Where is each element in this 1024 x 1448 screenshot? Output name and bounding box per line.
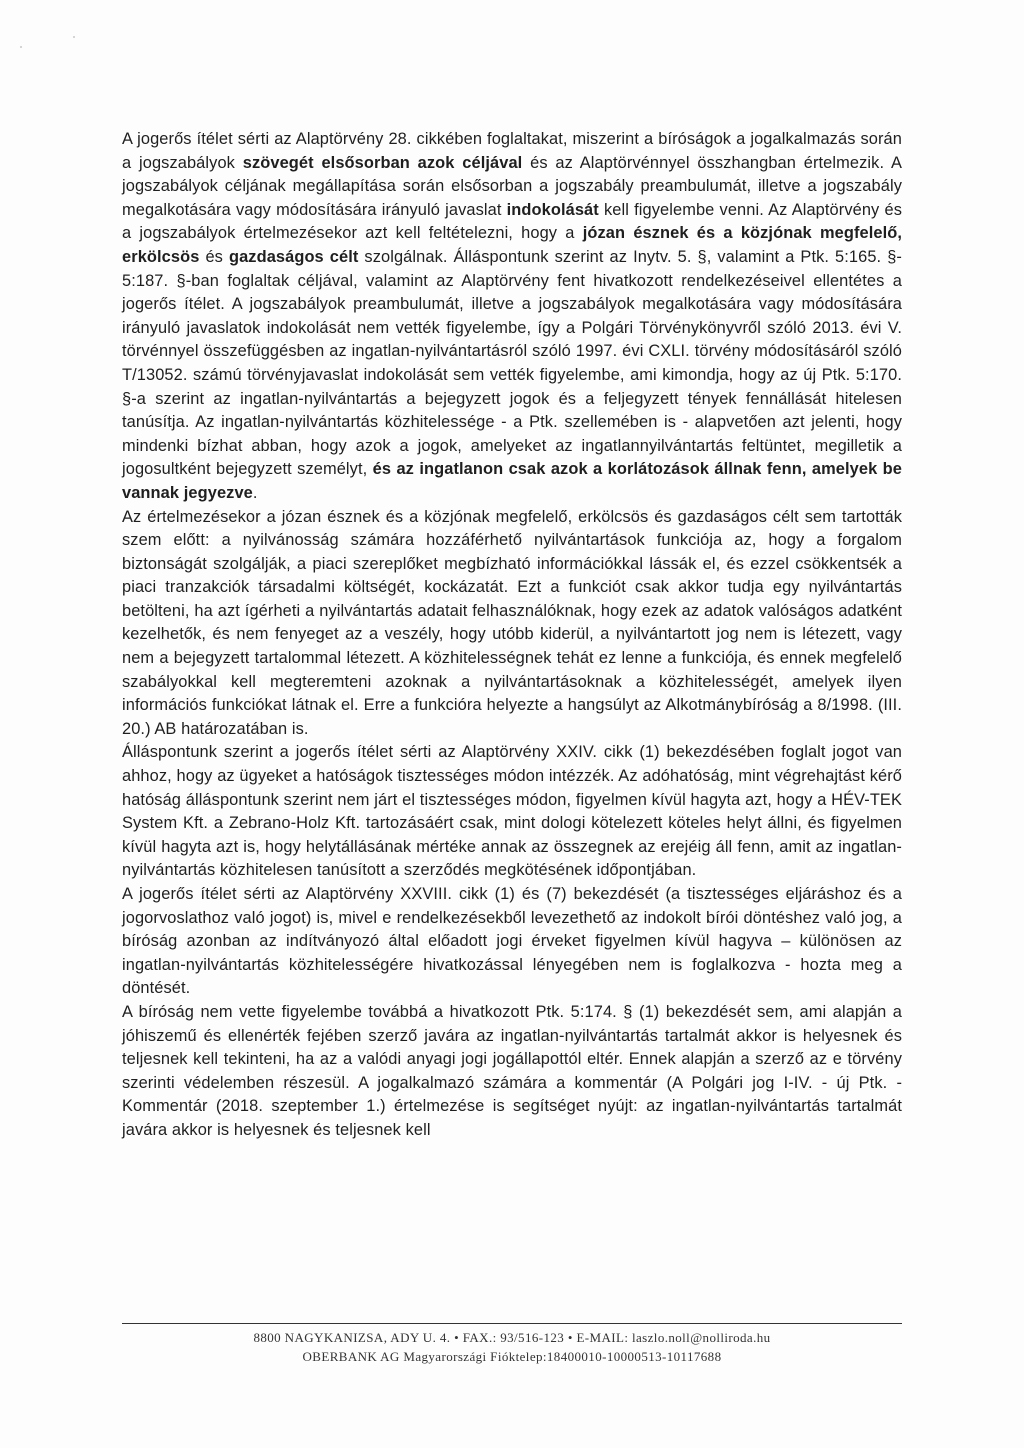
text-run: és — [199, 247, 229, 266]
text-run: Az értelmezésekor a józan észnek és a közjónak megfelelő, erkölcsös és gazdaságos célt sem tartották szem előtt: a nyilvánosság számára hozzáférhető nyilvántartások funkciója az, hogy a forgalom biztonságát szolgálják, a piaci szereplőket megbízható információkkal lássák el, és ezzel csökkentsék a piaci tranzakciók társadalmi költségét, kockázatát. Ezt a funkciót csak akkor tudja egy nyilvántartás betölteni, ha azt ígérheti a nyilvántartás adatait felhasználóknak, hogy ezek az adatok valóságos adatként kezelhetők, és nem fenyeget az a veszély, hogy utóbb kiderül, a nyilvántartott jog nem is létezett, vagy nem a bejegyzett tartalommal létezett. A közhitelességnek tehát ez lenne a funkciója, és ennek megfelelő szabályokkal kell megteremteni azoknak a nyilvántartásoknak a közhitelességét, amelyek ilyen információs funkciókat látnak el. Erre a funkcióra helyezte a hangsúlyt az Alkotmánybíróság a 8/1998. (III. 20.) AB határozatában is. — [122, 507, 902, 738]
text-run: A jogerős ítélet sérti az Alaptörvény 28. cikkében foglaltakat, miszerint a bíróságok a jogalkalmazás során a jogszabályok — [122, 130, 902, 172]
footer-address-line: 8800 NAGYKANIZSA, ADY U. 4. • FAX.: 93/516-123 • E-MAIL: laszlo.noll@nolliroda.hu — [253, 1330, 771, 1345]
paragraph — [122, 1001, 902, 1143]
text-run: és az Alaptörvénnyel összhangban értelmezik. A jogszabályok céljának megállapítása során elsősorban a jogszabály preambulumát, illetve a jogszabály megalkotására vagy módosítására irányuló javaslat — [122, 153, 902, 219]
bold-text-run: és az ingatlanon csak azok a korlátozások állnak fenn, amelyek be vannak jegyezve — [122, 460, 903, 502]
text-run: Álláspontunk szerint a jogerős ítélet sérti az Alaptörvény XXIV. cikk (1) bekezdésében foglalt jogot van ahhoz, hogy az ügyeket a hatóságok tisztességes módon intézzék. Az adóhatóság, mint végrehajtást kérő hatóság álláspontunk szerint nem járt el tisztességes módon, figyelmen kívül hagyta azt, hogy a HÉV-TEK System Kft. a Zebrano-Holz Kft. tartozásáért csak, mint dologi kötelezett köteles helyt állni, és figyelmen kívül hagyta azt is, hogy helytállásának mértéke annak az összegnek az erejéig áll fenn, amit az ingatlan-nyilvántartás közhitelesen tanúsított a szerződés megkötésének időpontjában. — [122, 743, 902, 880]
text-run: szolgálnak. Álláspontunk szerint az Inytv. 5. §, valamint a Ptk. 5:165. §- 5:187. §-ban foglaltak céljával, valamint az Alaptörvény fent hivatkozott rendelkezéseivel ellentétes a jogerős ítélet. A jogszabályok preambulumát, illetve a jogszabályok megalkotására vagy módosítására irányuló javaslatok indokolását nem vették figyelembe, így a Polgári Törvénykönyvről szóló 2013. évi V. törvénnyel összefüggésben az ingatlan-nyilvántartásról szóló 1997. évi CXLI. törvény módosításáról szóló T/13052. számú törvényjavaslat indokolását sem vették figyelembe, ami kimondja, hogy az új Ptk. 5:170. §-a szerint az ingatlan-nyilvántartás a bejegyzett jogok és a feljegyzett tények fennállását hitelesen tanúsítja. Az ingatlan-nyilvántartás közhitelessége - a Ptk. szellemében is - alapvetően azt jelenti, hogy mindenki bízhat abban, hogy azok a jogok, amelyeket az ingatlannyilvántartás feltüntet, megilletik a jogosultként bejegyzett személyt, — [122, 247, 902, 479]
footer-divider — [122, 1323, 902, 1324]
paragraph — [122, 128, 902, 506]
body-text — [122, 128, 902, 1143]
paragraph — [122, 506, 902, 742]
bold-text-run: indokolását — [506, 200, 599, 219]
text-run: A bíróság nem vette figyelembe továbbá a hivatkozott Ptk. 5:174. § (1) bekezdését sem, ami alapján a jóhiszemű és ellenérték fejében szerző javára az ingatlan-nyilvántartás tartalmát akkor is helyesnek és teljesnek kell tekinteni, ha az a valódi anyagi jogi jogállapottól eltér. Ennek alapján a szerző az e törvény szerinti védelemben részesül. A jogalkalmazó számára a kommentár (A Polgári jog I-IV. - új Ptk. - Kommentár (2018. szeptember 1.) értelmezése is segítséget nyújt: az ingatlan-nyilvántartás tartalmát javára akkor is helyesnek és teljesnek kell — [122, 1002, 902, 1139]
text-run: kell figyelembe venni. Az Alaptörvény és a jogszabályok értelmezésekor azt kell feltételezni, hogy a — [122, 200, 903, 243]
scan-speck — [20, 46, 22, 48]
bold-text-run: józan — [582, 224, 626, 243]
bold-text-run: gazdaságos célt — [228, 247, 359, 266]
text-run: . — [252, 483, 258, 502]
bold-text-run: szövegét elsősorban azok céljával — [242, 153, 523, 172]
paragraph — [122, 883, 902, 1001]
text-run: A jogerős ítélet sérti az Alaptörvény XXVIII. cikk (1) és (7) bekezdését (a tisztességes eljáráshoz és a jogorvoslathoz való jogot) is, mivel e rendelkezésekből levezethető az indokolt bírói döntéshez való jog, a bíróság azonban az indítványozó által előadott jogi érveket figyelmen kívül hagyva – különösen az ingatlan-nyilvántartás közhitelességére hivatkozással lényegében nem is foglalkozva - hozta meg a döntését. — [122, 885, 902, 998]
scan-speck — [73, 36, 75, 38]
footer-bank-line: OBERBANK AG Magyarországi Fióktelep:18400010-10000513-10117688 — [302, 1349, 722, 1364]
paragraph — [122, 741, 902, 883]
bold-text-run: észnek és a közjónak megfelelő, erkölcsös — [122, 224, 903, 266]
